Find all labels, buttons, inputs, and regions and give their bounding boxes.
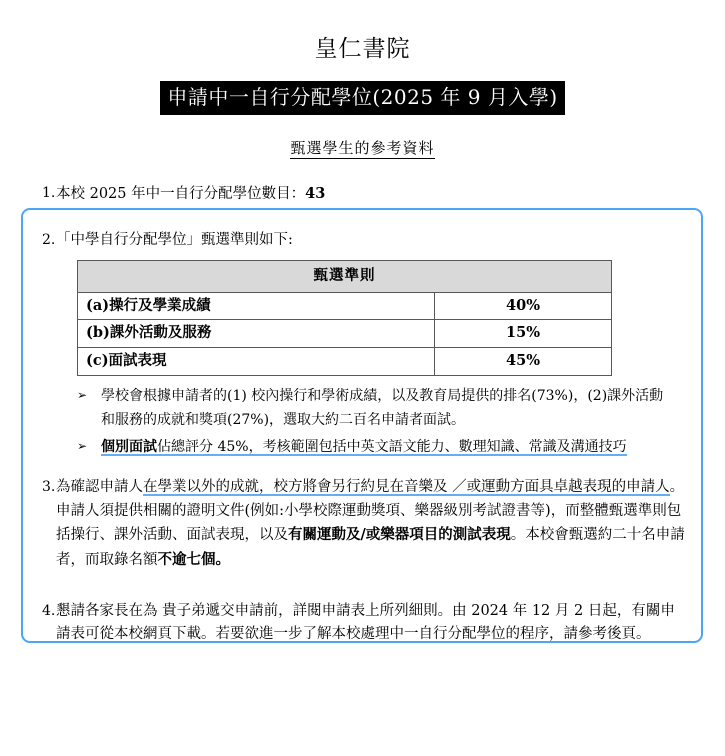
criteria-note-1-text: 學校會根據申請者的(1) 校內操行和學術成績，以及教育局提供的排名(73%)，(2)課外活動和服務的成就和獎項(27%)，選取大約二百名申請者面試。 <box>101 387 664 428</box>
list-item-4-number: 4. <box>42 602 56 619</box>
list-item <box>77 435 685 459</box>
criteria-notes-list <box>77 384 685 459</box>
criteria-table-header-row <box>78 260 612 292</box>
quota-value: 43 <box>305 184 326 202</box>
page-subtitle <box>0 137 725 158</box>
school-name: 皇仁書院 <box>314 36 411 62</box>
talent-test-bold-text: 有關運動及/或樂器項目的測試表現 <box>288 526 511 544</box>
list-item-3 <box>22 476 703 572</box>
list-item-2-number: 2. <box>42 232 56 249</box>
list-item-1-number: 1. <box>42 184 56 201</box>
criteria-table <box>77 260 612 376</box>
talent-detail-text: 。申請人須提供相關的證明文件(例如:小學校際運動獎項、樂器級別考試證書等)，而整體甄選準則包括操行、課外活動、面試表現，以及 <box>56 479 685 544</box>
list-item-2-body <box>56 229 703 459</box>
list-item-4 <box>22 600 703 647</box>
criteria-intro-text: 「中學自行分配學位」甄選準則如下: <box>56 232 293 249</box>
quota-label: 本校 2025 年中一自行分配學位數目： <box>56 185 306 202</box>
talent-selection-text: 。本校會甄選約二十名申請者，而取錄名額 <box>56 527 685 568</box>
criteria-name-a: (a)操行及學業成績 <box>78 292 435 320</box>
interview-emphasis-text: 個別面試 <box>101 438 157 455</box>
talent-quota-bold-text: 不逾七個。 <box>157 550 230 568</box>
criteria-percent-c: 45% <box>435 348 612 376</box>
list-item-1-body <box>56 182 703 206</box>
talent-highlight-text: 在學業以外的成就，校方將會另行約見在音樂及 ／或運動方面具卓越表現的申請人 <box>143 479 670 496</box>
criteria-name-b: (b)課外活動及服務 <box>78 320 435 348</box>
criteria-percent-a: 40% <box>435 292 612 320</box>
criteria-note-2-text <box>101 435 685 459</box>
list-item-2 <box>22 229 703 459</box>
talent-intro-text: 為確認申請人 <box>56 479 143 496</box>
table-row <box>78 320 612 348</box>
list-item <box>77 384 685 432</box>
list-item-1 <box>22 182 703 206</box>
application-notice-text: 懇請各家長在為 貴子弟遞交申請前，詳閱申請表上所列細則。由 2024 年 12 月 2 日起，有關申請表可從本校網頁下載。若要欲進一步了解本校處理中一自行分配學位的程序，請參考後頁。 <box>56 602 675 643</box>
interview-scope-text: 佔總評分 45%，考核範圍包括中英文語文能力、數理知識、常識及溝通技巧 <box>157 438 627 455</box>
criteria-name-c: (c)面試表現 <box>78 348 435 376</box>
table-row <box>78 348 612 376</box>
document-page <box>0 36 725 756</box>
arrow-bullet-icon: ➢ <box>77 387 88 402</box>
list-item-3-body <box>56 476 703 572</box>
criteria-percent-b: 15% <box>435 320 612 348</box>
page-title-banner: 申請中一自行分配學位(2025 年 9 月入學) <box>160 81 564 115</box>
criteria-table-header: 甄選準則 <box>78 260 612 292</box>
list-item-3-number: 3. <box>42 479 56 496</box>
table-row <box>78 292 612 320</box>
title-banner-container <box>0 81 725 115</box>
arrow-bullet-icon: ➢ <box>77 438 88 453</box>
page-subtitle-text: 甄選學生的參考資料 <box>290 138 435 157</box>
document-content <box>0 182 725 647</box>
